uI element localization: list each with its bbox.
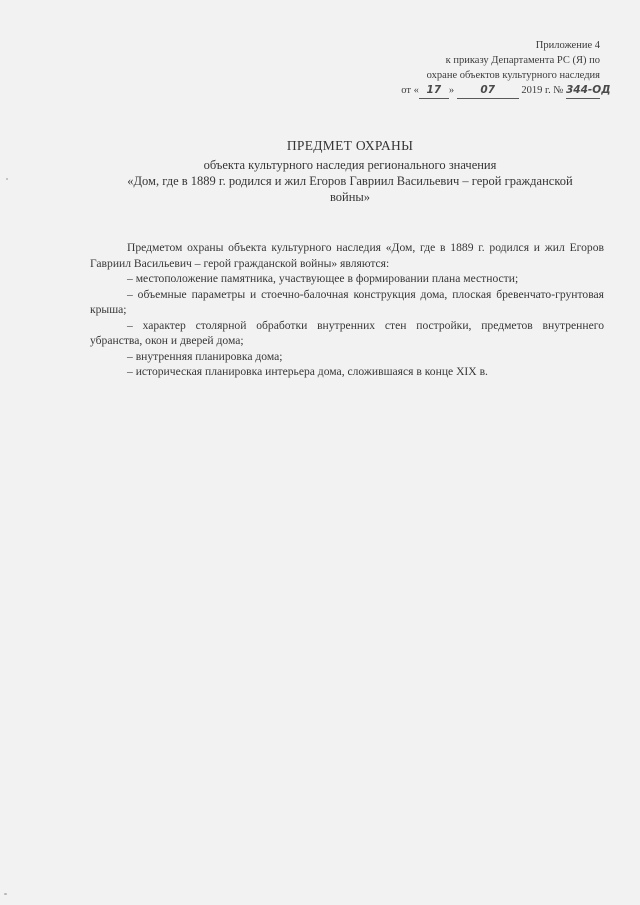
document-title-block — [90, 138, 610, 205]
annex-line-1: Приложение 4 — [535, 40, 600, 51]
date-day-field — [419, 83, 449, 99]
list-item: – историческая планировка интерьера дома, сложившаяся в конце XIX в. — [127, 365, 488, 378]
annex-line-3: охране объектов культурного наследия — [426, 70, 600, 81]
title-subline-3: войны» — [329, 190, 371, 204]
list-item: – местоположение памятника, участвующее в формировании плана местности; — [127, 272, 519, 285]
order-number-field — [566, 83, 611, 99]
annex-date-line — [380, 83, 611, 99]
date-prefix: от « — [401, 85, 419, 96]
date-day: 17 — [426, 84, 442, 96]
intro-paragraph: Предметом охраны объекта культурного наследия «Дом, где в 1889 г. родился и жил Егоров Гавриил Васильевич – герой гражданской войны» являются: — [90, 241, 604, 270]
title-subline-2: «Дом, где в 1889 г. родился и жил Егоров Гавриил Васильевич – герой гражданской — [127, 174, 573, 188]
list-item: – характер столярной обработки внутренних стен постройки, предметов внутреннего убранства, окон и дверей дома; — [90, 318, 604, 347]
document-body — [90, 240, 604, 380]
scan-speck — [4, 893, 7, 895]
date-month-field — [457, 83, 519, 99]
date-month: 07 — [480, 84, 496, 96]
list-item: – объемные параметры и стоечно-балочная конструкция дома, плоская бревенчато-грунтовая крыша; — [90, 287, 604, 316]
annex-header — [380, 38, 611, 99]
document-title: ПРЕДМЕТ ОХРАНЫ — [286, 138, 414, 153]
scan-speck — [6, 178, 8, 180]
date-mid: » — [448, 85, 455, 96]
title-subline-1: объекта культурного наследия регионального значения — [203, 158, 497, 172]
list-item: – внутренняя планировка дома; — [127, 349, 283, 363]
order-number: 344-ОД — [566, 84, 611, 96]
date-suffix: 2019 г. № — [521, 85, 564, 96]
annex-line-2: к приказу Департамента РС (Я) по — [445, 55, 600, 66]
